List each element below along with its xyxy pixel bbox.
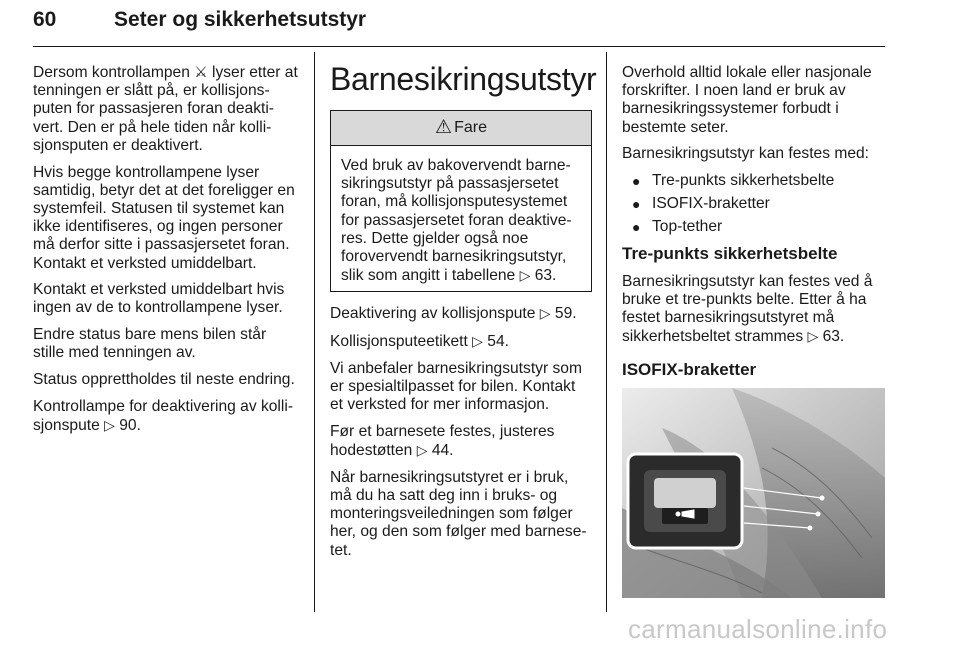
paragraph: Når barnesikringsutstyret er i bruk, må du ha satt deg inn i bruks- og monteringsveiledningen som følger her, og den som følger med barnese-tet. [330,468,587,559]
paragraph [622,273,888,347]
paragraph: Status opprettholdes til neste endring. [33,371,295,389]
page-header [33,6,885,42]
paragraph: Endre status bare mens bilen står stille med tenningen av. [33,326,267,362]
paragraph [330,332,592,351]
page-ref-arrow-icon: ▷ [807,328,819,345]
paragraph: Kontakt et verksted umiddelbart hvis ingen av de to kontrollampene lyser. [33,281,285,317]
page-ref[interactable]: 63. [822,328,845,346]
text: Ved bruk av bakovervendt barne-sikringsutstyr på passasjersetet foran, må kollisjonsputesystemet for passasjersetet foran deaktive-res. Dette gjelder også noe forovervendt barnesikringsutstyr, slik som angitt i tabellene [341,157,572,285]
paragraph: Vi anbefaler barnesikringsutstyr som er spesialtilpasset for bilen. Kontakt et verksted for mer informasjon. [330,359,582,414]
subheading: Tre-punkts sikkerhetsbelte [622,243,838,263]
paragraph [330,423,592,460]
column-left [33,64,301,444]
page-ref[interactable]: 54. [487,333,509,351]
page-ref-arrow-icon: ▷ [104,416,115,433]
page-ref-arrow-icon: ▷ [416,442,428,459]
page-number: 60 [33,8,57,31]
column-divider [606,52,607,612]
column-divider [314,52,315,612]
header-rule [33,46,885,47]
chapter-title: Seter og sikkerhetsutstyr [114,8,367,31]
page-ref[interactable]: 59. [554,305,577,323]
section-title: Barnesikringsutstyr [330,61,597,97]
list-item: ● ISOFIX-braketter [622,195,888,213]
watermark: carmanualsonline.info [628,614,888,644]
page-ref[interactable]: 44. [431,442,454,460]
page-ref-arrow-icon: ▷ [539,305,551,322]
page-ref-arrow-icon: ▷ [472,333,483,350]
warning-header [331,111,591,146]
page-ref[interactable]: 90. [119,416,141,434]
page-ref[interactable]: 63. [534,267,557,285]
paragraph [33,64,301,155]
column-middle [330,61,597,568]
paragraph: Barnesikringsutstyr kan festes med: [622,145,870,163]
list-item: ● Tre-punkts sikkerhetsbelte [622,172,888,190]
warning-body [331,146,591,291]
airbag-off-lamp-icon: ⚔ [194,64,208,81]
paragraph: Overhold alltid lokale eller nasjonale forskrifter. I noen land er bruk av barnesikringssystemer forbudt i bestemte seter. [622,64,872,136]
text: Dersom kontrollampen [33,64,195,81]
column-right [622,64,888,389]
warning-triangle-icon: ⚠ [435,116,453,138]
text: Kollisjonsputeetikett [330,333,473,351]
page-ref-arrow-icon: ▷ [519,267,531,284]
subheading: ISOFIX-braketter [622,359,757,379]
bullet-list [622,172,888,237]
warning-heading: Fare [454,118,487,136]
text: lyser etter at tenningen er slått på, er kollisjons-puten for passasjeren foran deakti-vert. Den er på hele tiden når kolli-sjonsputen er deaktivert. [33,64,298,154]
text: Deaktivering av kollisjonspute [330,305,540,323]
isofix-seat-drawing [622,388,885,598]
text: Før et barnesete festes, justeres hodestøtten [330,422,555,460]
paragraph: Hvis begge kontrollampene lyser samtidig, betyr det at det foreligger en systemfeil. Statusen til systemet kan ikke identifiseres, og ingen personer må derfor sitte i passasjersetet foran. Kontakt et verksted umiddelbart. [33,163,295,272]
text: Barnesikringsutstyr kan festes ved å bruke et tre-punkts belte. Etter å ha festet barnesikringsutstyret må sikkerhetsbeltet strammes [622,272,873,346]
list-item: ● Top-tether [622,218,888,236]
text: Kontrollampe for deaktivering av kolli-sjonspute [33,397,294,434]
paragraph [330,304,592,323]
paragraph [33,398,301,435]
danger-warning-box [330,110,592,292]
isofix-illustration [622,388,885,598]
